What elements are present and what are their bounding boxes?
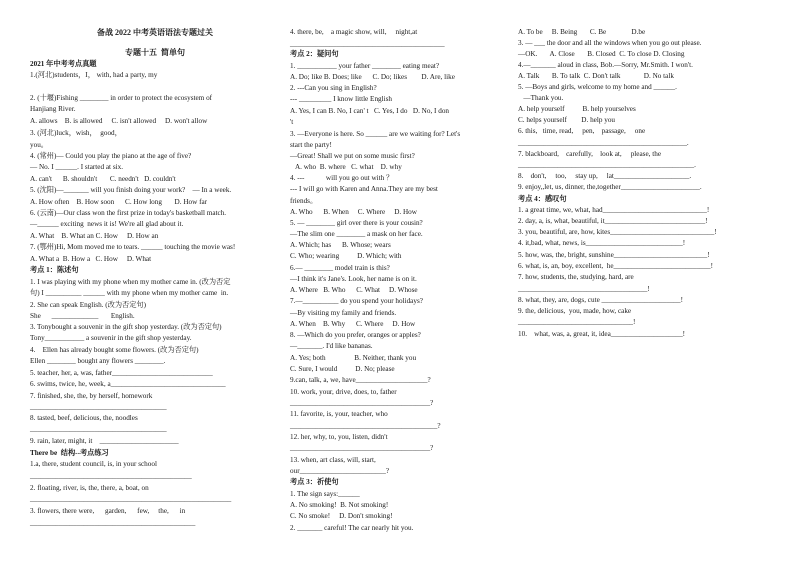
- section-heading: 考点 4：感叹句: [518, 195, 567, 203]
- text-line: A. can't B. shouldn't C. needn't D. couldn't: [30, 175, 176, 183]
- text-line: A. Where B. Who C. What D. Whose: [290, 286, 418, 294]
- text-line: 12. her, why, to, you, listen, didn't: [290, 433, 388, 441]
- text-line: A. Which; has B. Whose; wears: [290, 241, 391, 249]
- text-line: --- I will go with Karen and Anna.They are my best: [290, 185, 438, 193]
- text-line: A. allows B. is allowed C. isn't allowed D. won't allow: [30, 117, 208, 125]
- text-line: 3. —Everyone is here. So ______ are we waiting for? Let's: [290, 130, 461, 138]
- text-line: A. To be B. Being C. Be D.be: [518, 28, 646, 36]
- text-line: 6. (云南)—Our class won the first prize in today's basketball match.: [30, 209, 227, 217]
- text-line: _______________________________________?: [290, 399, 434, 407]
- text-line: 3. you, beautiful, are, how, kites_____________________________!: [518, 228, 717, 236]
- text-line: our________________________?: [290, 467, 390, 475]
- text-line: 6.— ________ model train is this?: [290, 264, 390, 272]
- text-line: 7. (鄂州)Hi, Mom moved me to tears. ______ touching the movie was!: [30, 243, 236, 251]
- text-line: —Great! Shall we put on some music first?: [290, 152, 415, 160]
- text-line: ______________________________________: [30, 403, 167, 411]
- text-line: 4. (常州)— Could you play the piano at the age of five?: [30, 152, 192, 160]
- text-line: ________________________________________________________: [30, 495, 232, 503]
- text-line: A. Yes, I can B. No, I can' t C. Yes, I do D. No, I don: [290, 107, 450, 115]
- text-line: —Thank you.: [518, 94, 564, 102]
- text-line: 2. She can speak English. (改为否定句): [30, 301, 146, 309]
- text-line: 1. I was playing with my phone when my mother came in. (改为否定: [30, 278, 231, 286]
- text-line: 2. day, a, is, what, beautiful, it____________________________!: [518, 217, 708, 225]
- text-line: 8. tasted, beef, delicious, the, noodles: [30, 414, 138, 422]
- text-line: 5. how, was, the, bright, sunshine__________________________!: [518, 251, 710, 259]
- text-line: 5. —Boys and girls, welcome to my home and ______.: [518, 83, 677, 91]
- text-line: C. helps yourself D. help you: [518, 116, 616, 124]
- text-line: A. What a B. How a C. How D. What: [30, 255, 152, 263]
- text-line: 6. swims, twice, he, week, a________________________________: [30, 380, 226, 388]
- text-line: ____________________________________!: [518, 285, 650, 293]
- text-line: start the party!: [290, 141, 332, 149]
- text-line: —______ exciting news it is! We're all glad about it.: [30, 220, 184, 228]
- text-line: ________________________________!: [518, 318, 636, 326]
- section-heading: 考点 1：陈述句: [30, 266, 79, 274]
- text-line: 8. —Which do you prefer, oranges or apples?: [290, 331, 421, 339]
- text-line: --- _________ I know little English: [290, 95, 393, 103]
- text-line: —By visiting my family and friends.: [290, 309, 397, 317]
- text-line: 7. how, students, the, studying, hard, are: [518, 273, 634, 281]
- text-line: 7.—__________ do you spend your holidays?: [290, 297, 423, 305]
- text-line: 1.(河北)students，I， with, had a party, my: [30, 71, 158, 79]
- text-line: 2. floating, river, is, the, there, a, boat, on: [30, 484, 149, 492]
- text-line: Hanjiang River.: [30, 105, 76, 113]
- text-line: _________________________________________?: [290, 422, 441, 430]
- page-title: 备战 2022 中考英语语法专题过关: [97, 28, 213, 37]
- text-line: _______________________________________________.: [518, 139, 689, 147]
- text-line: A. Yes; both B. Neither, thank you: [290, 354, 417, 362]
- section-heading: 考点 3：祈使句: [290, 478, 339, 486]
- text-line: 4. --- will you go out with ？: [290, 174, 394, 182]
- text-line: ______________________________________________: [30, 519, 196, 527]
- text-line: ___________________________________________: [290, 40, 445, 48]
- text-line: 1. ___________ your father ________ eating meat?: [290, 62, 440, 70]
- text-line: friends。: [290, 197, 318, 205]
- page-title: 专题十五 简单句: [125, 48, 185, 57]
- text-line: A. What B. What an C. How D. How an: [30, 232, 159, 240]
- text-line: 3. Tonybought a souvenir in the gift shop yesterday. (改为否定句): [30, 323, 222, 331]
- text-line: Ellen ________ bought any flowers ________.: [30, 357, 166, 365]
- text-line: — No. I ______. I started at six.: [30, 163, 124, 171]
- text-line: ______________________________________: [30, 425, 167, 433]
- text-line: 4. it,bad, what, news, is___________________________!: [518, 239, 686, 247]
- text-line: 句) I __________ ______ with my phone when my mother came in.: [30, 289, 229, 297]
- text-line: C. Sure, I would D. No; please: [290, 365, 395, 373]
- text-line: _____________________________________________: [30, 472, 192, 480]
- text-line: A. How often B. How soon C. How long D. How far: [30, 198, 208, 206]
- text-line: 2. _______ careful! The car nearly hit you.: [290, 524, 414, 532]
- text-line: A. who B. where C. what D. why: [290, 163, 402, 171]
- text-line: 2. ---Can you sing in English?: [290, 84, 377, 92]
- text-line: 3. (河北)luck，wish， good，: [30, 129, 122, 137]
- text-line: 1. a great time, we, what, had_____________________________!: [518, 206, 710, 214]
- text-line: 't: [290, 118, 294, 126]
- text-line: —_______. I'd like bananas.: [290, 342, 373, 350]
- text-line: 9. rain, later, might, it ______________________: [30, 437, 179, 445]
- text-line: C. No smoke! D. Don't smoking!: [290, 512, 393, 520]
- text-line: 9.can, talk, a, we, have____________________?: [290, 376, 431, 384]
- text-line: 5. (沈阳)—_______ will you finish doing your work? — In a week.: [30, 186, 232, 194]
- text-line: 1.a, there, student council, is, in your school: [30, 460, 157, 468]
- text-line: you。: [30, 141, 48, 149]
- text-line: 13. when, art class, will, start,: [290, 456, 376, 464]
- text-line: 3. — ___ the door and all the windows when you go out please.: [518, 39, 702, 47]
- text-line: 7. blackboard, carefully, look at, please, the: [518, 150, 662, 158]
- text-line: 6. what, is, an, boy, excellent, he___________________________!: [518, 262, 713, 270]
- text-line: 7. finished, she, the, by herself, homework: [30, 392, 153, 400]
- text-line: 11. favorite, is, your, teacher, who: [290, 410, 388, 418]
- text-line: 3. flowers, there were, garden, few, the, in: [30, 507, 186, 515]
- text-line: 1. The sign says:______: [290, 490, 360, 498]
- text-line: —OK. A. Close B. Closed C. To close D. Closing: [518, 50, 685, 58]
- text-line: A. Do; like B. Does; like C. Do; likes D. Are, like: [290, 73, 455, 81]
- text-line: 9. the, delicious, you, made, how, cake: [518, 307, 632, 315]
- text-line: _________________________________________________.: [518, 161, 696, 169]
- text-line: 10. what, was, a, great, it, idea____________________!: [518, 330, 686, 338]
- text-line: Tony___________ a souvenir in the gift shop yesterday.: [30, 334, 192, 342]
- text-line: —The slim one ________ a mask on her face.: [290, 230, 423, 238]
- text-line: 9. enjoy,,let, us, dinner, the,together______________________.: [518, 183, 702, 191]
- text-line: C. Who; wearing D. Which; with: [290, 252, 402, 260]
- text-line: A. Who B. When C. Where D. How: [290, 208, 417, 216]
- text-line: A. No smoking! B. Not smoking!: [290, 501, 389, 509]
- text-line: 4. Ellen has already bought some flowers. (改为否定句): [30, 346, 199, 354]
- text-line: She _____________ English.: [30, 312, 135, 320]
- text-line: A. When B. Why C. Where D. How: [290, 320, 416, 328]
- text-line: 8. don't, too, stay up, lat_____________________.: [518, 172, 692, 180]
- text-line: A. help yourself B. help yourselves: [518, 105, 636, 113]
- text-line: 4. there, be, a magic show, will, night,at: [290, 28, 418, 36]
- text-line: 2. (十堰)Fishing ________ in order to protect the ecosystem of: [30, 94, 213, 102]
- text-line: 8. what, they, are, dogs, cute ______________________!: [518, 296, 684, 304]
- text-line: 6. this, time, read, pen, passage, one: [518, 127, 646, 135]
- text-line: _______________________________________?: [290, 444, 434, 452]
- text-line: 10. work, your, drive, does, to, father: [290, 388, 397, 396]
- section-heading: There be 结构--考点练习: [30, 449, 109, 457]
- section-heading: 考点 2：疑问句: [290, 50, 339, 58]
- section-heading: 2021 年中考考点真题: [30, 60, 97, 68]
- text-line: 5. teacher, her, a, was, father____________________________: [30, 369, 213, 377]
- text-line: —I think it's Jane's. Look, her name is on it.: [290, 275, 417, 283]
- text-line: 5. — ________ girl over there is your cousin?: [290, 219, 423, 227]
- text-line: 4.—_______ aloud in class, Bob.—Sorry, Mr.Smith. I won't.: [518, 61, 693, 69]
- text-line: A. Talk B. To talk C. Don't talk D. No talk: [518, 72, 674, 80]
